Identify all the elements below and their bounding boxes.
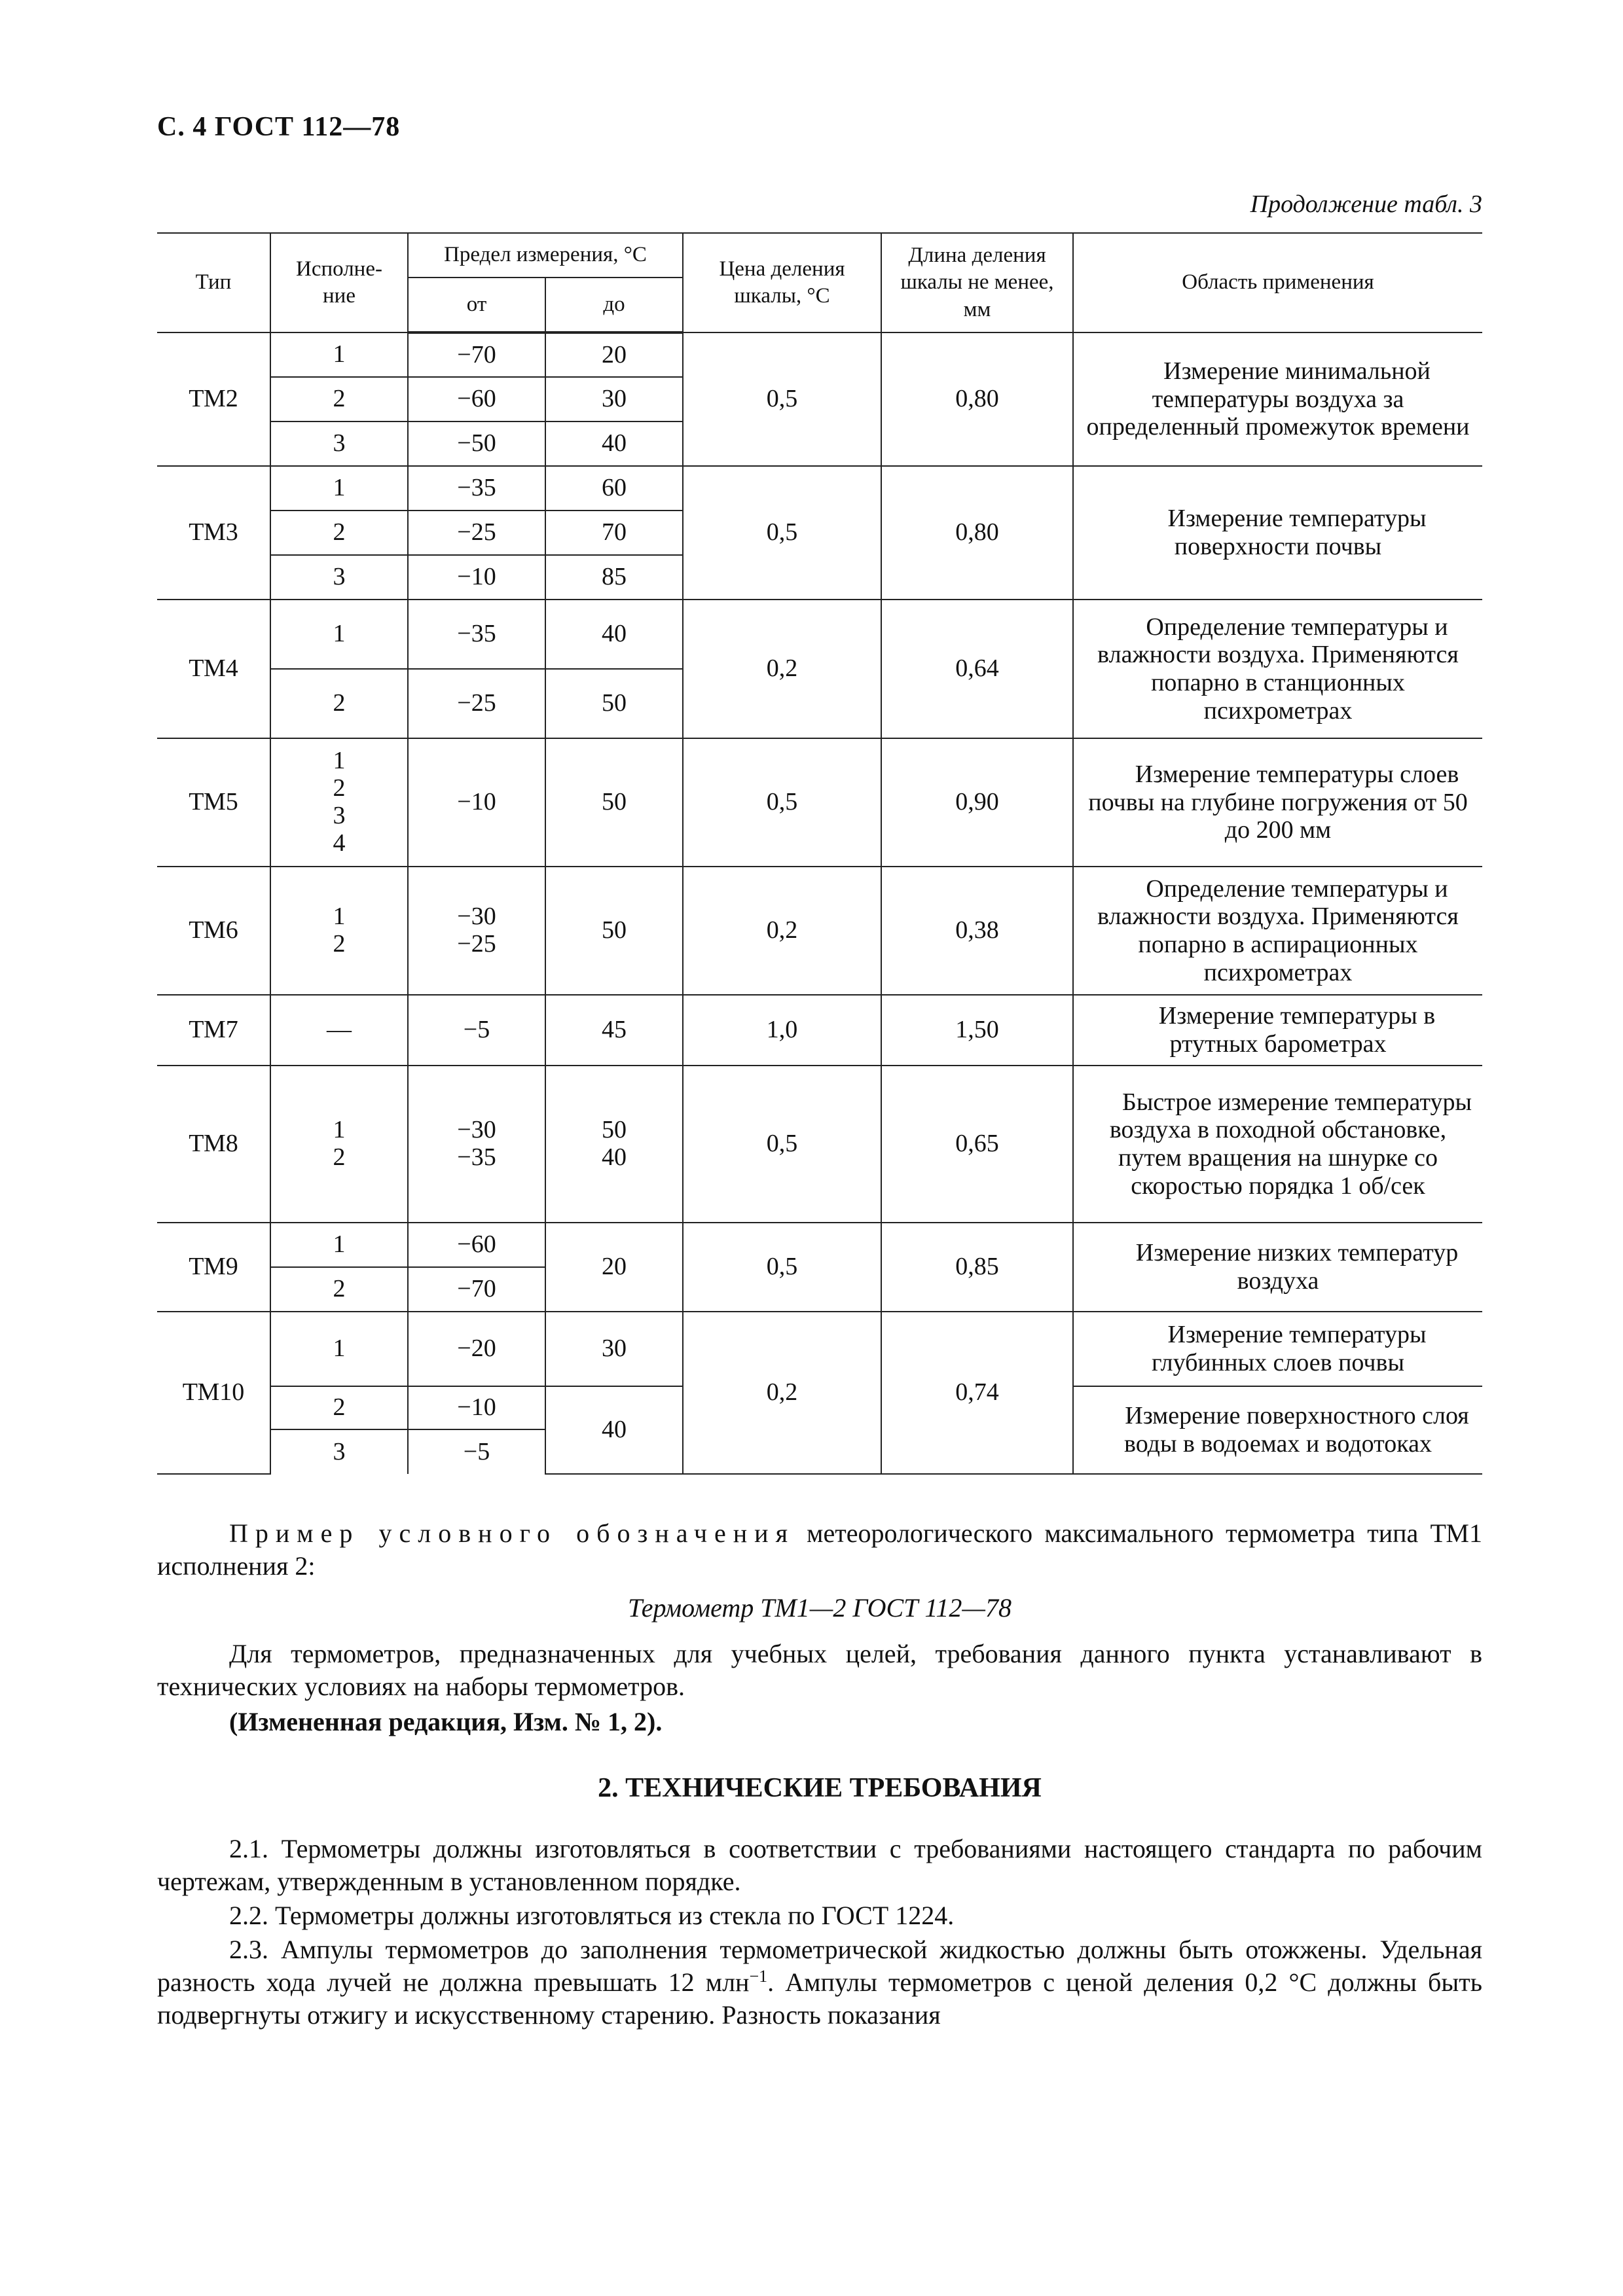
table-row [157,1312,1482,1386]
to-cell: 30 [545,377,683,422]
length-cell: 0,80 [881,332,1073,466]
area-cell: Измерение поверхностного слоя воды в водоемах и водотоках [1073,1386,1482,1474]
example-paragraph [157,1517,1482,1583]
header-version: Исполне- ние [270,233,408,332]
from-value: −35 [457,1143,496,1171]
from-cell: −60 [408,377,545,422]
version-cell: 2 [270,377,408,422]
division-cell: 0,2 [683,867,881,995]
area-cell: Измерение температуры глубинных слоев почвы [1073,1312,1482,1386]
version-cell: 1 [270,332,408,377]
version-value: 2 [333,774,346,802]
table-row [157,466,1482,511]
area-cell: Измерение низких температур воздуха [1073,1223,1482,1312]
version-value: 2 [333,930,346,958]
to-cell: 30 [545,1312,683,1386]
division-cell: 0,2 [683,600,881,738]
to-cell: 45 [545,995,683,1066]
paragraph-2-2: 2.2. Термометры должны изготовляться из стекла по ГОСТ 1224. [229,1901,955,1930]
header-to: до [545,278,683,332]
area-cell: Измерение минимальной температуры воздуха за определенный промежуток времени [1073,332,1482,466]
table-row [157,600,1482,669]
area-cell: Измерение температуры слоев почвы на глубине погружения от 50 до 200 мм [1073,738,1482,867]
division-cell: 1,0 [683,995,881,1066]
training-paragraph: Для термометров, предназначенных для учебных целей, требования данного пункта устанавливают в технических условиях на наборы термометров. [157,1639,1482,1701]
designation-example: Термометр ТМ1—2 ГОСТ 112—78 [628,1593,1012,1623]
from-cell: −25 [408,511,545,555]
area-cell: Определение температуры и влажности воздуха. Применяются попарно в аспирационных психрометрах [1073,867,1482,995]
length-cell: 0,74 [881,1312,1073,1474]
header-length: Длина деления шкалы не менее, мм [881,233,1073,332]
from-cell: −50 [408,422,545,466]
from-cell: −35 [408,600,545,669]
from-cell: −5 [408,1429,545,1474]
version-cell [270,738,408,867]
table-row [157,995,1482,1066]
type-cell: ТМ5 [157,738,270,867]
version-cell: — [270,995,408,1066]
version-value: 1 [333,903,346,931]
table-row [157,1223,1482,1267]
from-cell [408,867,545,995]
section-title: 2. ТЕХНИЧЕСКИЕ ТРЕБОВАНИЯ [598,1773,1042,1803]
length-cell: 0,90 [881,738,1073,867]
division-cell: 0,2 [683,1312,881,1474]
version-cell: 2 [270,1386,408,1429]
header-range: Предел измерения, °С [408,233,683,278]
example-rest: метеорологического максимального термометра типа ТМ1 исполнения 2: [157,1518,1482,1581]
from-value: −30 [457,903,496,931]
from-cell: −25 [408,669,545,738]
area-cell: Определение температуры и влажности воздуха. Применяются попарно в станционных психрометрах [1073,600,1482,738]
to-cell: 60 [545,466,683,511]
type-cell: ТМ7 [157,995,270,1066]
type-cell: ТМ8 [157,1066,270,1223]
version-cell: 3 [270,555,408,600]
from-value: −25 [457,930,496,958]
version-cell: 1 [270,1312,408,1386]
version-value: 1 [333,1116,346,1144]
to-cell: 20 [545,1223,683,1312]
from-cell: −10 [408,738,545,867]
division-cell: 0,5 [683,332,881,466]
version-value: 4 [333,829,346,857]
paragraph-2-3 [157,1933,1482,2032]
division-cell: 0,5 [683,738,881,867]
type-cell: ТМ4 [157,600,270,738]
version-cell: 1 [270,600,408,669]
type-cell: ТМ2 [157,332,270,466]
version-cell: 2 [270,511,408,555]
version-value: 1 [333,747,346,775]
to-value: 50 [602,1116,627,1144]
to-cell: 70 [545,511,683,555]
length-cell: 0,80 [881,466,1073,600]
to-cell: 40 [545,600,683,669]
version-cell: 1 [270,1223,408,1267]
version-value: 2 [333,1143,346,1171]
from-cell: −10 [408,1386,545,1429]
length-cell: 0,64 [881,600,1073,738]
from-cell: −60 [408,1223,545,1267]
area-cell: Измерение температуры поверхности почвы [1073,466,1482,600]
to-value: 40 [602,1143,627,1171]
version-cell [270,867,408,995]
type-cell: ТМ3 [157,466,270,600]
from-cell: −35 [408,466,545,511]
type-cell: ТМ9 [157,1223,270,1312]
to-cell: 85 [545,555,683,600]
header-from: от [408,278,545,332]
page-header: С. 4 ГОСТ 112—78 [157,112,401,142]
example-lead: Пример условного обозначения [229,1518,795,1548]
length-cell: 0,65 [881,1066,1073,1223]
table-row [157,867,1482,995]
length-cell: 1,50 [881,995,1073,1066]
division-cell: 0,5 [683,1223,881,1312]
paragraph-2-3-part1: 2.3. Ампулы термометров до заполнения термометрической жидкостью должны быть отожжены. Удельная разность хода лучей не должна превышать 12 млн [157,1935,1482,1997]
to-cell: 40 [545,1386,683,1474]
version-cell: 1 [270,466,408,511]
to-cell: 50 [545,867,683,995]
version-cell: 3 [270,1429,408,1474]
version-cell: 2 [270,1267,408,1312]
to-cell: 50 [545,738,683,867]
version-cell: 2 [270,669,408,738]
version-cell [270,1066,408,1223]
superscript: −1 [749,1967,768,1986]
to-cell: 40 [545,422,683,466]
header-division: Цена деления шкалы, °С [683,233,881,332]
from-cell: −70 [408,1267,545,1312]
from-cell: −5 [408,995,545,1066]
from-cell [408,1066,545,1223]
table-row [157,738,1482,867]
division-cell: 0,5 [683,1066,881,1223]
paragraph-2-3-part2: . Ампулы термометров с ценой деления 0,2 °С должны быть подвергнуты отжигу и искусственному старению. Разность показания [157,1967,1483,2030]
length-cell: 0,85 [881,1223,1073,1312]
thermometer-table [157,232,1482,1475]
from-cell: −10 [408,555,545,600]
to-cell: 50 [545,669,683,738]
area-cell: Измерение температуры в ртутных барометрах [1073,995,1482,1066]
amendment-note: (Измененная редакция, Изм. № 1, 2). [229,1707,663,1736]
division-cell: 0,5 [683,466,881,600]
area-cell: Быстрое измерение температуры воздуха в походной обстановке, путем вращения на шнурке со скоростью порядка 1 об/сек [1073,1066,1482,1223]
from-cell: −20 [408,1312,545,1386]
type-cell: ТМ10 [157,1312,270,1474]
table-row [157,1066,1482,1223]
version-value: 3 [333,802,346,829]
table-continuation-caption: Продолжение табл. 3 [1250,190,1482,218]
paragraph-2-1: 2.1. Термометры должны изготовляться в соответствии с требованиями настоящего стандарта по рабочим чертежам, утвержденным в установленном порядке. [157,1834,1482,1896]
from-value: −30 [457,1116,496,1144]
version-cell: 3 [270,422,408,466]
to-cell [545,1066,683,1223]
table-row [157,332,1482,377]
to-cell: 20 [545,332,683,377]
type-cell: ТМ6 [157,867,270,995]
from-cell: −70 [408,332,545,377]
header-type: Тип [157,233,270,332]
header-area: Область применения [1073,233,1482,332]
length-cell: 0,38 [881,867,1073,995]
